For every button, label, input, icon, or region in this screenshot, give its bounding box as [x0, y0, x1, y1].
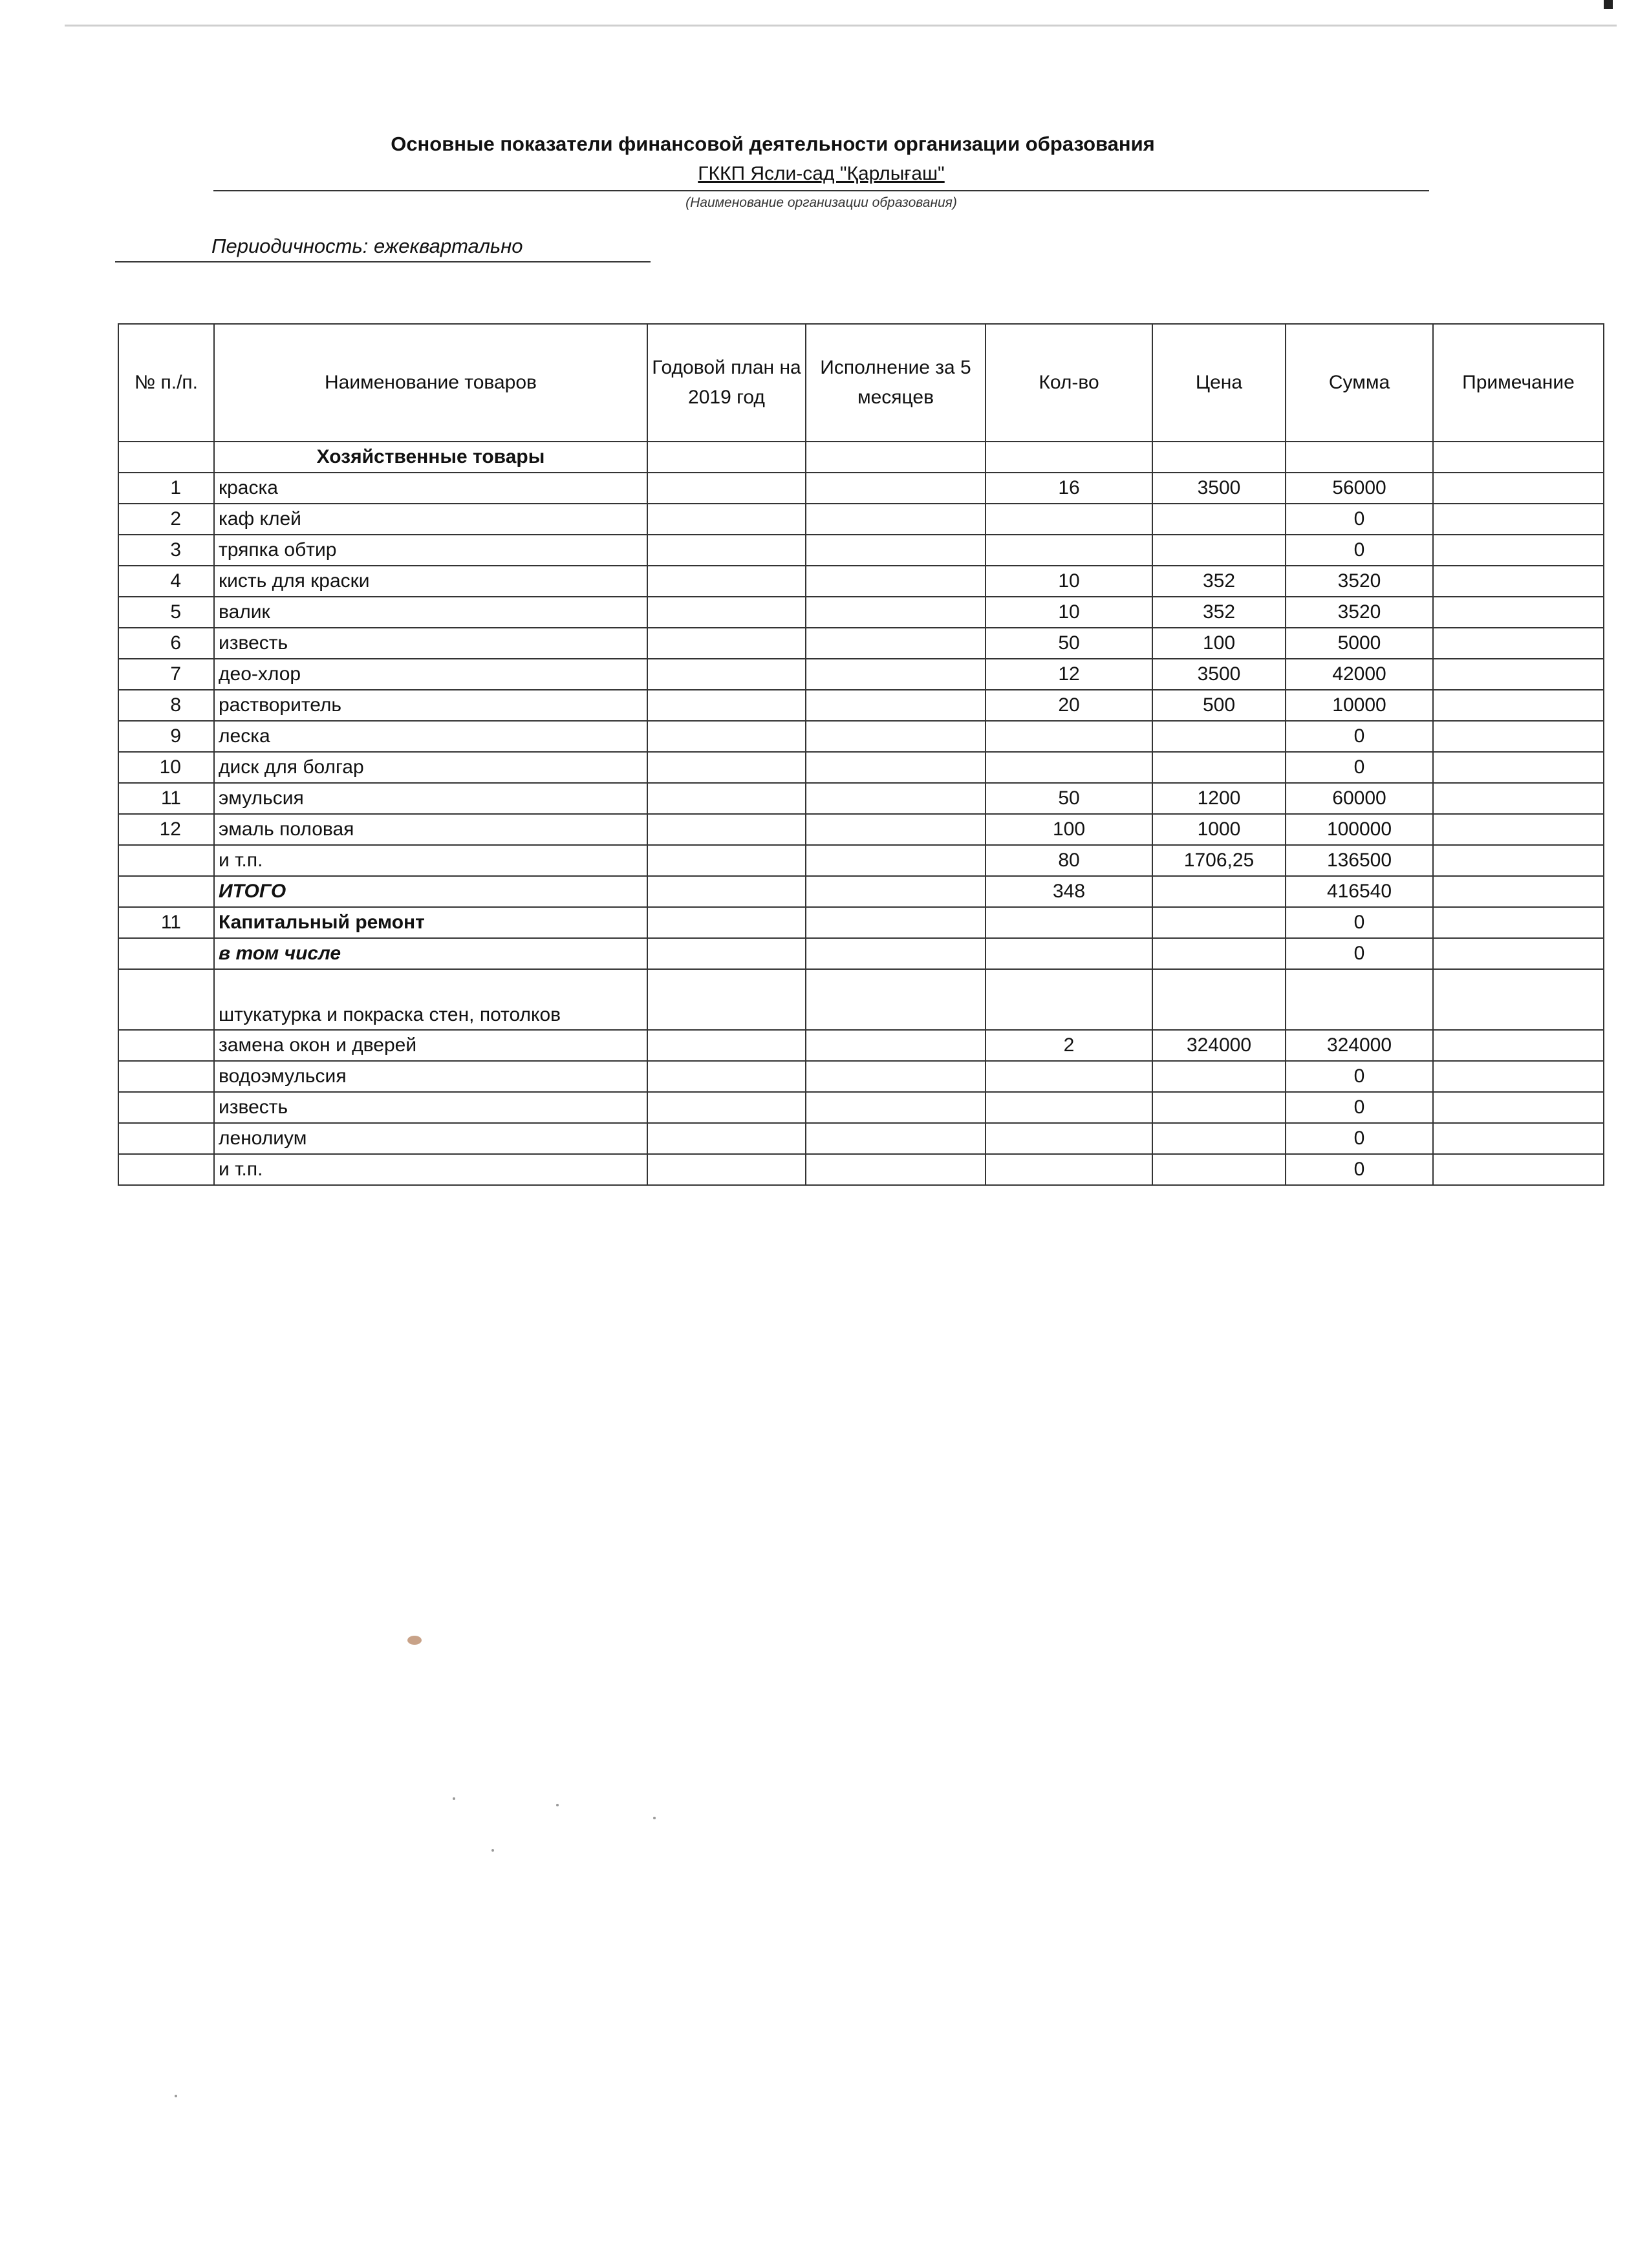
row-number: 4 — [118, 566, 214, 597]
note-cell — [1433, 504, 1604, 535]
note-cell — [1433, 752, 1604, 783]
annual-plan-cell — [647, 938, 806, 969]
annual-plan-cell — [647, 1092, 806, 1123]
execution-cell — [806, 566, 986, 597]
annual-plan-cell — [647, 1030, 806, 1061]
price-cell: 1200 — [1152, 783, 1286, 814]
table-row — [118, 504, 1604, 535]
execution-cell — [806, 1123, 986, 1154]
execution-cell — [806, 504, 986, 535]
item-name: эмаль половая — [214, 814, 647, 845]
note-cell — [1433, 1092, 1604, 1123]
row-number — [118, 969, 214, 1030]
sum-cell: 60000 — [1286, 783, 1433, 814]
table-row — [118, 659, 1604, 690]
annual-plan-cell — [647, 907, 806, 938]
note-cell — [1433, 535, 1604, 566]
including-row — [118, 938, 1604, 969]
table-row — [118, 535, 1604, 566]
periodicity-underline — [115, 261, 651, 262]
scan-speck — [556, 1804, 559, 1806]
price-cell — [1152, 721, 1286, 752]
price-cell: 324000 — [1152, 1030, 1286, 1061]
qty-cell: 50 — [986, 628, 1152, 659]
row-number: 12 — [118, 814, 214, 845]
price-cell — [1152, 1061, 1286, 1092]
including-sum: 0 — [1286, 938, 1433, 969]
qty-cell — [986, 1061, 1152, 1092]
column-header: Исполнение за 5 месяцев — [806, 324, 986, 442]
annual-plan-cell — [647, 690, 806, 721]
sum-cell: 42000 — [1286, 659, 1433, 690]
row-number: 11 — [118, 783, 214, 814]
sum-cell — [1286, 969, 1433, 1030]
item-name: каф клей — [214, 504, 647, 535]
scan-corner-mark — [1604, 0, 1613, 9]
table-row — [118, 628, 1604, 659]
execution-cell — [806, 845, 986, 876]
scan-speck — [453, 1797, 455, 1800]
capital-subrow — [118, 1154, 1604, 1185]
execution-cell — [806, 659, 986, 690]
row-number: 8 — [118, 690, 214, 721]
item-name: тряпка обтир — [214, 535, 647, 566]
execution-cell — [806, 1092, 986, 1123]
note-cell — [1433, 1030, 1604, 1061]
note-cell — [1433, 783, 1604, 814]
qty-cell: 10 — [986, 597, 1152, 628]
row-number: 6 — [118, 628, 214, 659]
annual-plan-cell — [647, 535, 806, 566]
execution-cell — [806, 690, 986, 721]
sum-cell: 0 — [1286, 721, 1433, 752]
execution-cell — [806, 783, 986, 814]
row-number — [118, 845, 214, 876]
item-name: растворитель — [214, 690, 647, 721]
note-cell — [1433, 566, 1604, 597]
execution-cell — [806, 969, 986, 1030]
item-name: и т.п. — [214, 845, 647, 876]
item-name: штукатурка и покраска стен, потолков — [214, 969, 647, 1030]
annual-plan-cell — [647, 969, 806, 1030]
annual-plan-cell — [647, 845, 806, 876]
note-cell — [1433, 597, 1604, 628]
sum-cell: 0 — [1286, 1092, 1433, 1123]
qty-cell: 50 — [986, 783, 1152, 814]
note-cell — [1433, 938, 1604, 969]
note-cell — [1433, 473, 1604, 504]
annual-plan-cell — [647, 659, 806, 690]
qty-cell: 10 — [986, 566, 1152, 597]
organization-underline — [213, 190, 1429, 191]
qty-cell: 12 — [986, 659, 1152, 690]
annual-plan-cell — [647, 1154, 806, 1185]
qty-cell — [986, 1154, 1152, 1185]
qty-cell — [986, 969, 1152, 1030]
execution-cell — [806, 535, 986, 566]
row-number — [118, 1030, 214, 1061]
table-row — [118, 752, 1604, 783]
row-number: 11 — [118, 907, 214, 938]
column-header: Цена — [1152, 324, 1286, 442]
execution-cell — [806, 907, 986, 938]
table-row — [118, 814, 1604, 845]
total-row — [118, 876, 1604, 907]
price-cell — [1152, 969, 1286, 1030]
qty-cell — [986, 1092, 1152, 1123]
total-label: ИТОГО — [214, 876, 647, 907]
table-header-row — [118, 324, 1604, 442]
item-name: диск для болгар — [214, 752, 647, 783]
annual-plan-cell — [647, 504, 806, 535]
note-cell — [1433, 659, 1604, 690]
sum-cell: 5000 — [1286, 628, 1433, 659]
table-row — [118, 721, 1604, 752]
execution-cell — [806, 814, 986, 845]
organization-caption: (Наименование организации образования) — [685, 195, 957, 210]
column-header: Кол-во — [986, 324, 1152, 442]
total-qty: 348 — [986, 876, 1152, 907]
annual-plan-cell — [647, 1123, 806, 1154]
qty-cell — [986, 752, 1152, 783]
qty-cell — [986, 721, 1152, 752]
sum-cell: 0 — [1286, 1154, 1433, 1185]
capital-subrow — [118, 969, 1604, 1030]
item-name: део-хлор — [214, 659, 647, 690]
total-sum: 416540 — [1286, 876, 1433, 907]
sum-cell: 0 — [1286, 504, 1433, 535]
annual-plan-cell — [647, 876, 806, 907]
execution-cell — [806, 473, 986, 504]
sum-cell: 136500 — [1286, 845, 1433, 876]
row-number — [118, 876, 214, 907]
row-number: 9 — [118, 721, 214, 752]
capital-subrow — [118, 1030, 1604, 1061]
table-row — [118, 783, 1604, 814]
qty-cell — [986, 504, 1152, 535]
row-number: 1 — [118, 473, 214, 504]
note-cell — [1433, 628, 1604, 659]
row-number — [118, 1154, 214, 1185]
item-name: замена окон и дверей — [214, 1030, 647, 1061]
price-cell: 100 — [1152, 628, 1286, 659]
table-row — [118, 566, 1604, 597]
scan-smudge — [407, 1636, 422, 1645]
sum-cell: 0 — [1286, 535, 1433, 566]
capital-subrow — [118, 1123, 1604, 1154]
price-cell — [1152, 535, 1286, 566]
note-cell — [1433, 814, 1604, 845]
sum-cell: 0 — [1286, 1061, 1433, 1092]
annual-plan-cell — [647, 628, 806, 659]
price-cell: 352 — [1152, 566, 1286, 597]
sum-cell: 324000 — [1286, 1030, 1433, 1061]
price-cell — [1152, 1154, 1286, 1185]
row-number — [118, 1061, 214, 1092]
qty-cell — [986, 938, 1152, 969]
sum-cell: 3520 — [1286, 566, 1433, 597]
note-cell — [1433, 845, 1604, 876]
sum-cell: 56000 — [1286, 473, 1433, 504]
row-number: 2 — [118, 504, 214, 535]
execution-cell — [806, 876, 986, 907]
price-cell — [1152, 876, 1286, 907]
sum-cell: 10000 — [1286, 690, 1433, 721]
row-number: 7 — [118, 659, 214, 690]
scan-speck — [653, 1817, 656, 1819]
periodicity-label: Периодичность: ежеквартально — [211, 235, 523, 257]
sum-cell: 100000 — [1286, 814, 1433, 845]
price-cell — [1152, 504, 1286, 535]
price-cell — [1152, 1123, 1286, 1154]
note-cell — [1433, 969, 1604, 1030]
row-number — [118, 1123, 214, 1154]
annual-plan-cell — [647, 473, 806, 504]
table-row — [118, 845, 1604, 876]
price-cell: 1000 — [1152, 814, 1286, 845]
note-cell — [1433, 690, 1604, 721]
execution-cell — [806, 1061, 986, 1092]
qty-cell: 2 — [986, 1030, 1152, 1061]
row-number — [118, 938, 214, 969]
execution-cell — [806, 597, 986, 628]
price-cell: 500 — [1152, 690, 1286, 721]
financial-table — [118, 323, 1604, 1186]
price-cell: 1706,25 — [1152, 845, 1286, 876]
row-number: 5 — [118, 597, 214, 628]
annual-plan-cell — [647, 752, 806, 783]
section-title: Хозяйственные товары — [214, 442, 647, 473]
table-row — [118, 690, 1604, 721]
capital-subrow — [118, 1061, 1604, 1092]
price-cell: 352 — [1152, 597, 1286, 628]
capital-repair-row — [118, 907, 1604, 938]
execution-cell — [806, 721, 986, 752]
qty-cell: 16 — [986, 473, 1152, 504]
scan-speck — [491, 1849, 494, 1852]
column-header: Наименование товаров — [214, 324, 647, 442]
price-cell — [1152, 752, 1286, 783]
qty-cell — [986, 535, 1152, 566]
item-name: эмульсия — [214, 783, 647, 814]
capital-label: Капитальный ремонт — [214, 907, 647, 938]
annual-plan-cell — [647, 597, 806, 628]
annual-plan-cell — [647, 721, 806, 752]
table-row — [118, 473, 1604, 504]
column-header: № п./п. — [118, 324, 214, 442]
note-cell — [1433, 1061, 1604, 1092]
price-cell: 3500 — [1152, 473, 1286, 504]
sum-cell: 3520 — [1286, 597, 1433, 628]
item-name: кисть для краски — [214, 566, 647, 597]
organization-name: ГККП Ясли-сад "Қарлығаш" — [698, 163, 945, 184]
item-name: водоэмульсия — [214, 1061, 647, 1092]
column-header: Годовой план на 2019 год — [647, 324, 806, 442]
sum-cell: 0 — [1286, 1123, 1433, 1154]
note-cell — [1433, 907, 1604, 938]
item-name: леска — [214, 721, 647, 752]
row-number: 10 — [118, 752, 214, 783]
price-cell — [1152, 907, 1286, 938]
sum-cell: 0 — [1286, 752, 1433, 783]
execution-cell — [806, 938, 986, 969]
item-name: валик — [214, 597, 647, 628]
execution-cell — [806, 1030, 986, 1061]
qty-cell — [986, 907, 1152, 938]
annual-plan-cell — [647, 1061, 806, 1092]
item-name: известь — [214, 1092, 647, 1123]
row-number: 3 — [118, 535, 214, 566]
qty-cell: 20 — [986, 690, 1152, 721]
item-name: краска — [214, 473, 647, 504]
note-cell — [1433, 1154, 1604, 1185]
qty-cell — [986, 1123, 1152, 1154]
execution-cell — [806, 752, 986, 783]
scan-speck — [175, 2095, 177, 2097]
execution-cell — [806, 1154, 986, 1185]
annual-plan-cell — [647, 814, 806, 845]
note-cell — [1433, 1123, 1604, 1154]
annual-plan-cell — [647, 783, 806, 814]
including-label: в том числе — [214, 938, 647, 969]
document-title: Основные показатели финансовой деятельности организации образования — [391, 133, 1155, 155]
item-name: ленолиум — [214, 1123, 647, 1154]
qty-cell: 100 — [986, 814, 1152, 845]
capital-subrow — [118, 1092, 1604, 1123]
annual-plan-cell — [647, 566, 806, 597]
price-cell — [1152, 1092, 1286, 1123]
column-header: Примечание — [1433, 324, 1604, 442]
note-cell — [1433, 876, 1604, 907]
scan-edge-line — [65, 25, 1617, 27]
column-header: Сумма — [1286, 324, 1433, 442]
table-row — [118, 597, 1604, 628]
execution-cell — [806, 628, 986, 659]
row-number — [118, 1092, 214, 1123]
section-title-row — [118, 442, 1604, 473]
qty-cell: 80 — [986, 845, 1152, 876]
price-cell — [1152, 938, 1286, 969]
item-name: и т.п. — [214, 1154, 647, 1185]
item-name: известь — [214, 628, 647, 659]
capital-sum: 0 — [1286, 907, 1433, 938]
note-cell — [1433, 721, 1604, 752]
price-cell: 3500 — [1152, 659, 1286, 690]
